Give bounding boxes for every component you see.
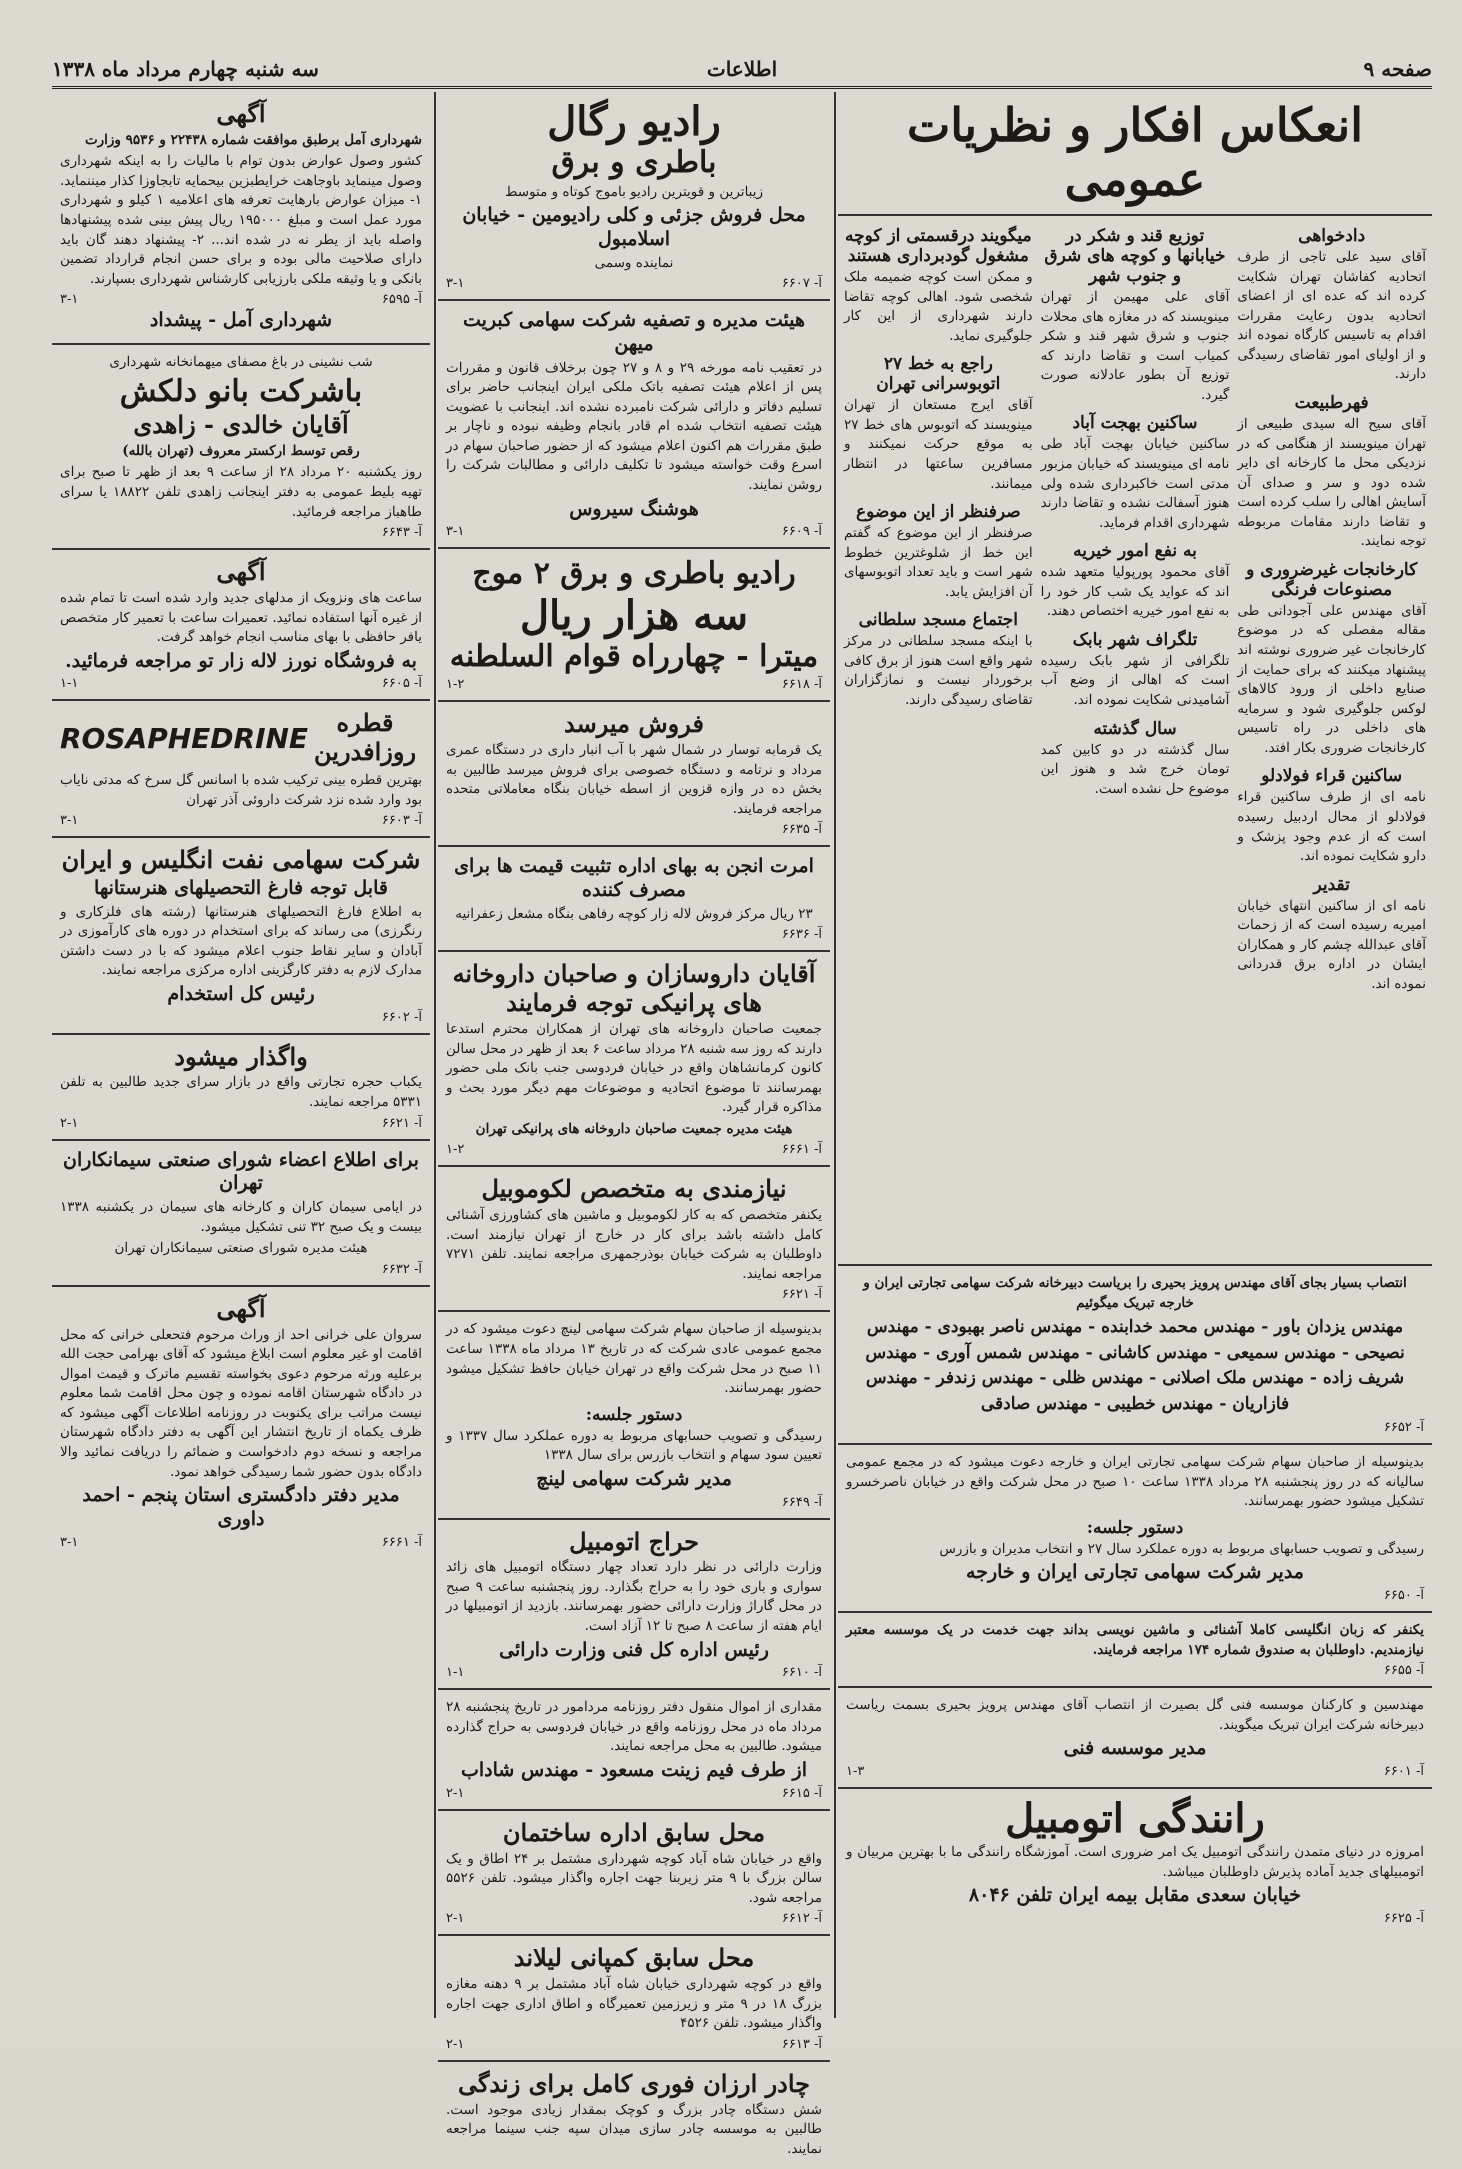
ad-ref2: ۱-۱ bbox=[446, 1665, 465, 1681]
article-title: ساکنین قراء فولادلو bbox=[1261, 766, 1403, 787]
opinion-article bbox=[1041, 719, 1230, 800]
article-body: آقای علی مهیمن از تهران مینویسند که در مغازه های محلات جنوب و شرق شهر قند و شکر کمیاب است و تقاضا دارند که توزیع آن بطور عادلانه صورت گیرد. bbox=[1040, 289, 1230, 403]
ad-names: آقایان خالدی - زاهدی bbox=[133, 410, 349, 440]
ad-title: رادیو باطری و برق ۲ موج bbox=[472, 556, 796, 592]
ad-delkash-concert bbox=[52, 345, 430, 550]
ad-title: واگذار میشود bbox=[174, 1041, 308, 1071]
opinion-article bbox=[1041, 226, 1230, 405]
ad-ref: آ- ۶۶۵۲ bbox=[1383, 1420, 1424, 1436]
ad-agenda-title: دستور جلسه: bbox=[1086, 1517, 1184, 1538]
ad-job-typist bbox=[838, 1613, 1432, 1688]
ad-ref2: ۱-۳ bbox=[846, 1764, 865, 1780]
ad-ref: آ- ۶۶۶۱ bbox=[381, 1534, 422, 1550]
ad-ref2: ۲-۱ bbox=[446, 1785, 465, 1801]
ad-agent: نماینده وسمی bbox=[594, 254, 674, 271]
ad-body: وزارت دارائی در نظر دارد تعداد چهار دستگاه اتومبیل های زائد سواری و باری خود را به حراج بگذارد. روز پنجشنبه ساعت ۹ صبح در محل گاراژ وزارت دارائی حضور بهمرسانند. بازدید از اتومبیلها در ایام هفته از ساعت ۸ صبح تا ۱۲ آزاد است. bbox=[446, 1559, 822, 1635]
ad-ref: آ- ۶۵۹۵ bbox=[381, 292, 422, 308]
ad-title: محل سابق کمپانی لیلاند bbox=[513, 1943, 755, 1973]
ad-iran-foreign-trade-meeting bbox=[838, 1445, 1432, 1613]
article-title: راجع به خط ۲۷ اتوبوسرانی تهران bbox=[876, 354, 1001, 395]
ad-kebrit-mihan bbox=[438, 301, 830, 549]
article-title: اجتماع مسجد سلطانی bbox=[858, 610, 1019, 631]
ad-signature: مدیر شرکت سهامی تجارتی ایران و خارجه bbox=[966, 1561, 1304, 1584]
ad-title: برای اطلاع اعضاء شورای صنعتی سیمانکاران تهران bbox=[63, 1148, 419, 1195]
article-title: فهرطبیعت bbox=[1294, 392, 1369, 413]
opinion-article bbox=[844, 610, 1033, 710]
ad-for-sale bbox=[438, 702, 830, 847]
ad-amol-municipality bbox=[52, 92, 430, 345]
article-title: توزیع قند و شکر در خیابانها و کوچه های شرق و جنوب شهر bbox=[1044, 226, 1226, 286]
ad-ref: آ- ۶۶۲۵ bbox=[1383, 1911, 1424, 1926]
ad-title: قطره روزافدرین bbox=[314, 708, 417, 767]
ad-ref2: ۳-۱ bbox=[60, 813, 79, 829]
ad-title: رانندگی اتومبیل bbox=[1005, 1795, 1265, 1843]
ad-subtitle: شهرداری آمل برطبق موافقت شماره ۲۲۴۳۸ و ۹۵۳۶ وزارت bbox=[84, 131, 422, 148]
ad-congratulations-engineers bbox=[838, 1266, 1432, 1445]
middle-column bbox=[438, 92, 830, 2157]
ad-title: آگهی bbox=[216, 99, 266, 128]
ad-title: نیازمندی به متخصص لکوموبیل bbox=[481, 1174, 787, 1204]
ad-ref: آ- ۶۶۲۱ bbox=[381, 1115, 422, 1131]
article-body: آقای محمود پورپولیا متعهد شده اند که عواید یک شب کار خود را به نفع امور خیریه اختصاص دهند. bbox=[1040, 564, 1230, 620]
ad-radio-mitra bbox=[438, 549, 830, 702]
ad-title: شرکت سهامی نفت انگلیس و ایران bbox=[61, 845, 421, 875]
ad-body: بدینوسیله از صاحبان سهام شرکت سهامی لینچ دعوت میشود که در مجمع عمومی عادی شرکت که در تاریخ ۱۳ مرداد ماه ۱۳۳۸ ساعت ۱۱ صبح در محل شرکت واقع در تهران خیابان حافظ تشکیل میشود حضور بهمرسانند. bbox=[446, 1321, 823, 1397]
ad-body: واقع در کوچه شهرداری خیابان شاه آباد مشتمل بر ۹ دهنه مغازه بزرگ ۱۸ در ۹ متر و زیرزمین تعمیرگاه و اطاق اداری جهت اجاره واگذار میشود. تلفن ۴۵۲۶ bbox=[446, 1976, 822, 2032]
ad-body: ۲۳ ریال مرکز فروش لاله زار کوچه رفاهی بنگاه مشعل زعفرانیه bbox=[455, 905, 813, 922]
opinion-article bbox=[1041, 541, 1230, 622]
ad-body: جمعیت صاحبان داروخانه های تهران از همکاران محترم استدعا دارند که روز سه شنبه ۲۸ مرداد ساعت ۶ بعد از ظهر در محل سالن کانون کرمانشاهان واقع در خیابان فردوسی جنب بانک ملی حضور بهمرسانند تا موضوع اتحادیه و موضوعات مهم دیگر مورد بحث و مذاکره قرار گیرد. bbox=[446, 1021, 822, 1116]
ad-signature: مدیر شرکت سهامی لینچ bbox=[536, 1467, 732, 1490]
ad-newspaper-property bbox=[438, 1690, 830, 1810]
ad-address: خیابان سعدی مقابل بیمه ایران تلفن ۸۰۴۶ bbox=[968, 1884, 1302, 1907]
ad-body: یک قرمابه توسار در شمال شهر با آب انبار داری در دستگاه عمری مرداد و نرتامه و دستگاه خصوصی برای فروش میرسد طالبین به بخش ده در وازه قزوین از اسطه خیابان بنگاه معاملاتی متحده مراجعه فرمایند. bbox=[446, 742, 822, 817]
ad-ref: آ- ۶۶۳۲ bbox=[381, 1261, 422, 1277]
ad-title: حراج اتومبیل bbox=[569, 1526, 699, 1556]
opinion-columns bbox=[838, 216, 1432, 1266]
article-title: سال گذشته bbox=[1093, 718, 1177, 739]
newspaper-name: اطلاعات bbox=[706, 57, 778, 81]
ad-ref: آ- ۶۶۳۶ bbox=[781, 927, 822, 943]
ad-ref: آ- ۶۶۴۳ bbox=[381, 525, 422, 541]
opinion-article bbox=[844, 354, 1033, 494]
ad-title: محل سابق اداره ساختمان bbox=[502, 1817, 766, 1847]
article-body: آقای سید علی تاجی از طرف اتحادیه کفاشان تهران شکایت کرده اند که عده ای از اعضای اتحادیه بدون رعایت مقررات اقدام به تاسیس کارگاه نموده اند و از اولیای امور تقاضای رسیدگی دارند. bbox=[1237, 249, 1426, 383]
ad-agenda: رسیدگی و تصویب حسابهای مربوط به دوره عملکرد سال ۱۳۳۷ و تعیین سود سهام و انتخاب بازرس برای سال ۱۳۳۸ bbox=[446, 1427, 823, 1464]
article-body: نامه ای از طرف ساکنین قراء فولادلو از محال اردبیل رسیده است که از عدم وجود پزشک و دارو شکایت نموده اند. bbox=[1237, 789, 1426, 865]
article-title: صرفنظر از این موضوع bbox=[855, 502, 1021, 523]
ad-ref2: ۲-۱ bbox=[446, 1911, 465, 1927]
ad-signature: از طرف فیم زینت مسعود - مهندس شاداب bbox=[461, 1759, 807, 1782]
article-body: آقای مهندس علی آجودانی طی مقاله مفصلی که در موضوع کارخانجات غیر ضروری نوشته اند پیشنهاد میکنند که برای حمایت از صنایع داخلی از ورود کالاهای لوکس جلوگیری شود و سرمایه های داخلی در راه تاسیس کارخانجات ضروری بکار افتد. bbox=[1237, 602, 1426, 756]
opinion-article bbox=[1237, 226, 1426, 385]
ad-ref2: ۱-۱ bbox=[60, 676, 79, 692]
column-divider bbox=[434, 92, 436, 2018]
article-body: آقای سیح اله سیدی طبیعی از تهران مینویسند از هنگامی که در نزدیکی محل ما کارخانه ای دایر شده دود و سر و صدای آن آسایش اهالی را سلب کرده است و تقاضا دارند مقامات مربوطه توجه نمایند. bbox=[1237, 415, 1426, 550]
ad-body: بدینوسیله از صاحبان سهام شرکت سهامی تجارتی ایران و خارجه دعوت میشود که در مجمع عمومی سالیانه که در روز پنجشنبه ۲۸ مرداد ۱۳۳۸ ساعت ۱۰ صبح در محل شرکت واقع در خیابان ناصرخسرو تشکیل میشود حضور بهمرسانند. bbox=[846, 1454, 1425, 1510]
ad-ref2: ۳-۱ bbox=[60, 1534, 79, 1550]
article-title: ساکنین بهجت آباد bbox=[1072, 413, 1198, 434]
opinion-article bbox=[1237, 393, 1426, 552]
column-divider bbox=[834, 92, 836, 2018]
ad-ref: آ- ۶۶۱۲ bbox=[781, 1911, 822, 1927]
ad-title: فروش میرسد bbox=[563, 709, 704, 739]
ad-ref2: ۳-۱ bbox=[60, 292, 79, 308]
section-headline: انعکاس افکار و نظریات عمومی bbox=[838, 92, 1432, 216]
ad-names: مهندس یزدان باور - مهندس محمد خدابنده - مهندس ناصر بهبودی - مهندس نصیحی - مهندس سمیعی - مهندس کاشانی - مهندس شمس آوری - مهندس شریف زاده - مهندس ملک اصلانی - مهندس ظلی - مهندس زندفر - مهندس فازاریان - مهندس خطیبی - مهندس صادقی bbox=[865, 1317, 1405, 1414]
ad-ref: آ- ۶۶۱۸ bbox=[781, 677, 822, 693]
page-number: صفحه ۹ bbox=[1363, 57, 1432, 81]
article-title: دادخواهی bbox=[1298, 226, 1366, 246]
ad-ref: آ- ۶۶۱۵ bbox=[781, 1785, 822, 1801]
article-body: تلگرافی از شهر بابک رسیده است که اهالی از وضع آب آشامیدنی شکایت نموده اند. bbox=[1040, 652, 1230, 708]
ad-ref2: ۳-۱ bbox=[446, 524, 465, 540]
article-body: و ممکن است کوچه ضمیمه ملک شخصی شود. اهالی کوچه تقاضا دارند شهرداری از این کار جلوگیری نماید. bbox=[843, 269, 1033, 344]
opinion-column bbox=[844, 220, 1033, 1260]
ad-ref: آ- ۶۶۲۱ bbox=[781, 1287, 822, 1303]
article-body: ساکنین خیابان بهجت آباد طی نامه ای مینویسند که خیابان مزبور مدتی است خاکبرداری شده ولی هنوز آسفالت نشده و تقاضا دارند شهرداری اقدام فرماید. bbox=[1040, 436, 1230, 531]
ad-title: آقایان داروسازان و صاحبان داروخانه های پرانیکی توجه فرمایند bbox=[452, 959, 816, 1018]
ad-radio-regal bbox=[438, 92, 830, 301]
ad-agenda-title: دستور جلسه: bbox=[585, 1404, 683, 1425]
ad-address: میترا - چهارراه قوام السلطنه bbox=[449, 638, 819, 674]
opinion-article bbox=[1237, 766, 1426, 866]
ad-price: سه هزار ریال bbox=[519, 591, 749, 639]
ad-ref: آ- ۶۶۳۵ bbox=[781, 822, 822, 838]
right-section bbox=[838, 92, 1432, 2018]
ad-ref: آ- ۶۶۰۱ bbox=[1383, 1764, 1424, 1780]
ad-body: روز یکشنبه ۲۰ مرداد ۲۸ از ساعت ۹ بعد از ظهر تا صبح برای تهیه بلیط عمومی به دفتر اینجانب زاهدی تلفن ۱۸۸۲۲ یا سرای طاهباز مراجعه فرمائید. bbox=[60, 464, 423, 520]
article-title: به نفع امور خیریه bbox=[1073, 541, 1197, 562]
ad-signature: مدیر موسسه فنی bbox=[1063, 1737, 1207, 1760]
ad-title: امرت انجن به بهای اداره تثبیت قیمت ها برای مصرف کننده bbox=[454, 855, 814, 902]
ad-title: هیئت مدیره و تصفیه شرکت سهامی کبریت میهن bbox=[463, 309, 805, 355]
ad-ref: آ- ۶۶۱۰ bbox=[781, 1665, 822, 1681]
ad-body: واقع در خیابان شاه آباد کوچه شهرداری مشتمل بر ۲۴ اطاق و یک سالن بزرگ با ۹ متر زیربنا جهت اجاره واگذار میشود. تلفن ۵۵۲۶ مراجعه شود. bbox=[446, 1850, 823, 1906]
opinion-column bbox=[1237, 220, 1426, 1260]
ad-ref: آ- ۶۶۰۲ bbox=[381, 1009, 422, 1025]
ad-body: کشور وصول عوارض بدون توام با مالیات را به اینکه شهرداری وصول مینماید باوجاهت خرایطبزین بیحمایه تابجاوزا کذار میننماید. ۱- میزان عوارض بارهایت تعرفه های اعلامیه ۱ کیلو و شهرداری مورد عمل است و مبلغ ۱۹۵۰۰۰ ریال پیش بینی شده پیشنهادها واصله باید از یطر نه در شده اند... ۲- پیشنهاد دهند گان باید دارای صلاحیت مالی بوده و برای حسن انجام قرارداد تضمین بانکی و یا وثیقه ملکی بارزیابی کارشناس شهرداری بسپارند. bbox=[60, 153, 423, 287]
ad-ref: آ- ۶۶۶۱ bbox=[781, 1142, 822, 1158]
ad-signature: هوشنگ سیروس bbox=[569, 497, 699, 520]
ad-body: در تعقیب نامه مورخه ۲۹ و ۸ و ۲۷ چون برخلاف قانون و مقررات پس از اعلام هیئت تصفیه باتک ملکی ایران اینجانب حاضر برای تسلیم دفاتر و دارائی شرکت نامبرده نشده اند. اینجانب با عضویت هیئت تصفیه انتخاب شده ام قادر بانجام وظیفه نبوده و ناچار بر طبق مقررات هم اکنون اعلام میشود که از حضور صاحبان سهام در اسرع وقت خواسته میشود تا تکلیف دارائی و مطالبات شرکت را روشن نمایند. bbox=[446, 359, 822, 493]
issue-date: سه شنبه چهارم مرداد ماه ۱۳۳۸ bbox=[52, 57, 319, 81]
ad-title: آگهی bbox=[216, 557, 266, 587]
ad-signature: هیئت مدیره شورای صنعتی سیمانکاران تهران bbox=[114, 1240, 368, 1257]
ad-building-office bbox=[438, 1811, 830, 1936]
article-title: تلگراف شهر بابک bbox=[1072, 629, 1198, 650]
ad-ref: آ- ۶۶۵۵ bbox=[1383, 1663, 1424, 1679]
ad-signature: شهرداری آمل - پیشداد bbox=[149, 309, 333, 332]
ad-signature: مدیر دفتر دادگستری استان پنجم - احمد داوری bbox=[82, 1484, 400, 1530]
ad-ref: آ- ۶۶۰۷ bbox=[781, 276, 822, 292]
ad-driving-school bbox=[838, 1789, 1432, 1934]
ad-engine-price bbox=[438, 847, 830, 952]
ad-agenda: رسیدگی و تصویب حسابهای مربوط به دوره عملکرد سال ۲۷ و انتخاب مدیران و بازرس bbox=[939, 1540, 1424, 1557]
opinion-article bbox=[844, 226, 1033, 346]
ad-pharmacists bbox=[438, 952, 830, 1167]
ad-subtitle: قابل توجه فارغ التحصیلهای هنرستانها bbox=[94, 876, 388, 899]
ad-body: ساعت های ونزویک از مدلهای جدید وارد شده است تا تمام شده از غیره آنها استفاده نمائید. تعمیرات ساعت با تعمیر کار متخصص یافر حافظی با بهای مناسب انجام خواهد گرفت. bbox=[60, 589, 422, 646]
ad-lynch-meeting bbox=[438, 1312, 830, 1519]
ad-kicker: شب نشینی در باغ مصفای میهمانخانه شهرداری bbox=[109, 354, 373, 371]
opinion-article bbox=[1041, 413, 1230, 533]
ad-body: امروزه در دنیای متمدن رانندگی اتومبیل یک امر ضروری است. آموزشگاه رانندگی ما با بهترین مربیان و اتومبیلهای جدید آماده پذیرش داوطلبان میباشد. bbox=[846, 1844, 1424, 1880]
ad-cement-council bbox=[52, 1141, 430, 1287]
ad-signature: رئیس کل استخدام bbox=[167, 982, 315, 1005]
ad-fanni-congrats bbox=[838, 1688, 1432, 1789]
ad-shop-lease bbox=[52, 1035, 430, 1141]
ad-body: سروان علی خرانی احد از وراث مرحوم فتحعلی خرانی که محل اقامت او غیر معلوم است ابلاغ میشود که آقای بهرامی حجت الله برعلیه ورثه مرحوم دعوی بخواسته تقسیم ماترک و قیمت اموال در دادگاه شهرستان اقامه نموده و چون محل اقامت شما معلوم نیست مراتب برای یکنوبت در روزنامه اطلاعات آگهی میشود که ظرف یکماه از تاریخ انتشار این آگهی به دفتر دادگاه شهرستان مراجعه و نسخه دوم دادخواست و ضمائم را دریافت نمائید والا دادگاه بدون حضور شما رسیدگی خواهد نمود. bbox=[60, 1326, 422, 1480]
ad-body: به اطلاع فارغ التحصیلهای هنرستانها (رشته های فلزکاری و رنگرزی) می رساند که برای استخدام در دوره های کارآموزی در آبادان و سایر نقاط جنوب اعلام میشود که با در دست داشتن مدارک لازم به دفتر کارگزینی اداره مرکزی مراجعه نمایند. bbox=[60, 903, 422, 979]
article-body: صرفنظر از این موضوع که گفتم این خط از شلوغترین خطوط شهر است و باید تعداد اتوبوسهای آن افزایش یابد. bbox=[843, 525, 1033, 600]
ad-body: یکنفر متخصص که به کار لکوموبیل و ماشین های کشاورزی آشنائی کامل داشته باشد برای کار در خارج از تهران نیازمند است. داوطلبان به شرکت خیابان بوذرجمهری مراجعه نمایند. تلفن ۷۲۷۱ مراجعه نمایند. bbox=[446, 1207, 822, 1282]
opinion-article bbox=[844, 502, 1033, 602]
ad-title: رادیو رگال bbox=[547, 98, 721, 145]
ad-car-auction bbox=[438, 1520, 830, 1691]
page-header bbox=[52, 52, 1432, 89]
ad-body: مقداری از اموال منقول دفتر روزنامه مردامور در تاریخ پنجشنبه ۲۸ مرداد ماه در محل روزنامه واقع در خیابان فردوسی به حراج گذارده میشود. طالبین به محل مراجعه نمایند. bbox=[446, 1699, 822, 1755]
ad-rosaphedrine bbox=[52, 701, 430, 838]
ad-ref2: ۱-۲ bbox=[446, 1142, 465, 1158]
ad-store: محل فروش جزئی و کلی رادیومین - خیابان اسلامبول bbox=[462, 204, 806, 250]
ad-watches bbox=[52, 550, 430, 701]
ad-ref: آ- ۶۶۰۳ bbox=[381, 813, 422, 829]
ad-ref: آ- ۶۶۱۳ bbox=[781, 2036, 822, 2052]
ad-ref: آ- ۶۶۵۰ bbox=[1383, 1588, 1424, 1604]
ad-signature: هیئت مدیره جمعیت صاحبان داروخانه های پرانیکی تهران bbox=[475, 1120, 793, 1137]
article-body: با اینکه مسجد سلطانی در مرکز شهر واقع است هنوز از برق کافی برخوردار نیست و نمازگزاران تقاضای رسیدگی دارند. bbox=[843, 633, 1033, 708]
ad-title: انتصاب بسیار بجای آقای مهندس پرویز بحیری را بریاست دبیرخانه شرکت سهامی تجارتی ایران و خارجه تبریک میگوئیم bbox=[863, 1275, 1407, 1311]
ad-court-notice bbox=[52, 1287, 430, 1558]
opinion-article bbox=[1041, 630, 1230, 711]
opinion-article bbox=[1237, 560, 1426, 759]
ad-ref2: ۱-۲ bbox=[446, 677, 465, 693]
ad-band: رقص توسط ارکستر معروف (تهران بالله) bbox=[122, 442, 360, 459]
ad-body: شش دستگاه چادر بزرگ و کوچک بمقدار زیادی موجود است. طالبین به موسسه چادر سازی میدان سپه جنب سینما مراجعه نمایند. bbox=[446, 2101, 822, 2157]
ad-ref: آ- ۶۶۰۵ bbox=[381, 676, 422, 692]
ad-body: یکنفر که زبان انگلیسی کاملا آشنائی و ماشین نویسی بداند جهت خدمت در یک موسسه معتبر نیازمندیم. داوطلبان به صندوق شماره ۱۷۴ مراجعه فرمایند. bbox=[846, 1622, 1424, 1658]
article-title: میگویند درقسمتی از کوچه مشغول گودبرداری هستند bbox=[845, 226, 1032, 266]
ad-signature: رئیس اداره کل فنی وزارت دارائی bbox=[499, 1638, 769, 1661]
ad-body: مهندسین و کارکنان موسسه فنی گل بصیرت از انتصاب آقای مهندس پرویز بحیری بسمت ریاست دبیرخانه شرکت ایران تبریک میگویند. bbox=[846, 1697, 1424, 1733]
ad-tents bbox=[438, 2062, 830, 2169]
ad-leyland bbox=[438, 1936, 830, 2061]
left-column bbox=[52, 92, 430, 2018]
ad-ref2: ۲-۱ bbox=[446, 2036, 465, 2052]
ad-body: بهترین قطره بینی ترکیب شده با اسانس گل سرخ که مدتی نایاب بود وارد شده نزد شرکت داروئی آذر تهران bbox=[60, 771, 422, 808]
ad-shop: به فروشگاه نورز لاله زار تو مراجعه فرمائید. bbox=[65, 649, 417, 672]
ad-body: در ایامی سیمان کاران و کارخانه های سیمان در یکشنبه ۱۳۳۸ بیست و یک صبح ۳۲ تنی تشکیل میشود. bbox=[60, 1199, 422, 1235]
ad-locomobile bbox=[438, 1167, 830, 1312]
ad-subtitle: باطری و برق bbox=[551, 145, 717, 180]
article-body: سال گذشته در دو کابین کمد تومان خرج شد و هنوز این موضوع حل نشده است. bbox=[1040, 741, 1230, 797]
article-title: تقدیر bbox=[1313, 874, 1350, 895]
article-body: آقای ایرج مستعان از تهران مینویسند که اتوبوس های خط ۲۷ به موقع حرکت نمیکنند و مسافرین ساعتها در انتظار میمانند. bbox=[843, 397, 1033, 492]
ad-body: یکباب حجره تجارتی واقع در بازار سرای جدید طالبین به تلفن ۵۳۳۱ مراجعه نمایند. bbox=[60, 1074, 422, 1111]
ad-body: زیباترین و قویترین رادیو باموج کوتاه و متوسط bbox=[504, 183, 764, 200]
ad-latin-title: ROSAPHEDRINE bbox=[60, 721, 309, 755]
article-title: کارخانجات غیرضروری و مصنوعات فرنگی bbox=[1246, 559, 1418, 600]
opinion-article bbox=[1237, 875, 1426, 995]
article-body: نامه ای از ساکنین انتهای خیابان امیریه رسیده است که از زحمات آقای عبدالله چشم کار و همکاران ایشان در اداره برق قدردانی نموده اند. bbox=[1237, 897, 1426, 992]
ad-ref2: ۲-۱ bbox=[60, 1115, 79, 1131]
ad-title: چادر ارزان فوری کامل برای زندگی bbox=[457, 2068, 811, 2098]
opinion-column bbox=[1041, 220, 1230, 1260]
ad-title: باشرکت بانو دلکش bbox=[119, 373, 363, 409]
ad-ref: آ- ۶۶۰۹ bbox=[781, 524, 822, 540]
ad-ref: آ- ۶۶۴۹ bbox=[781, 1494, 822, 1510]
ad-title: آگهی bbox=[216, 1293, 266, 1323]
ad-anglo-iranian-oil bbox=[52, 838, 430, 1035]
ad-ref2: ۳-۱ bbox=[446, 276, 465, 292]
